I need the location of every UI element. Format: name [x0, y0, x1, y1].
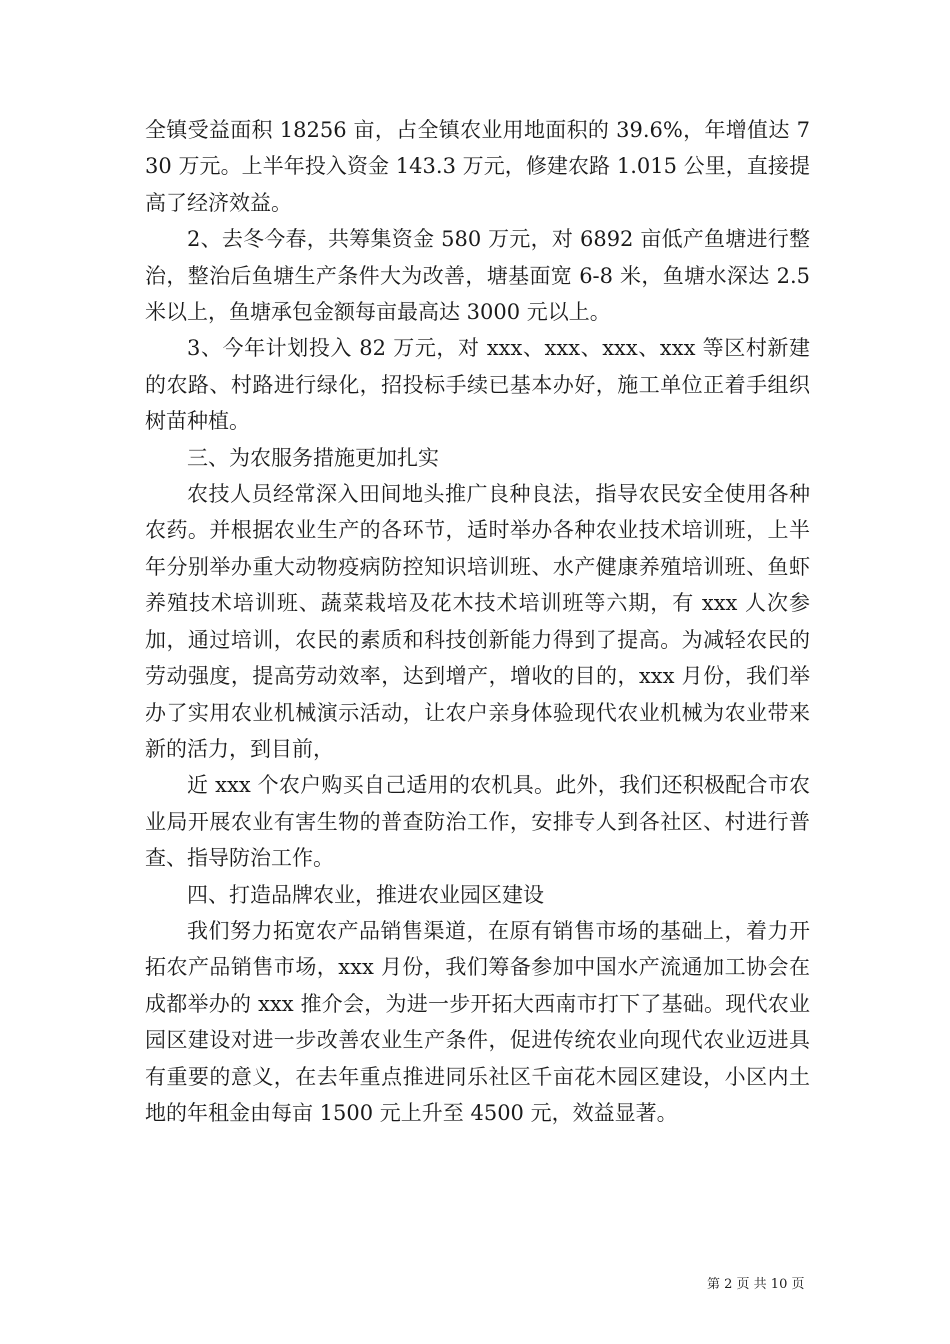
paragraph-4: 农技人员经常深入田间地头推广良种良法，指导农民安全使用各种农药。并根据农业生产的各环节，适时举办各种农业技术培训班，上半年分别举办重大动物疫病防控知识培训班、水产健康养殖培训班、鱼虾养殖技术培训班、蔬菜栽培及花木技术培训班等六期，有 xxx 人次参加，通过培训，农民的素质和科技创新能力得到了提高。为减轻农民的劳动强度，提高劳动效率，达到增产，增收的目的，xxx 月份，我们举办了实用农业机械演示活动，让农户亲身体验现代农业机械为农业带来新的活力，到目前，	[145, 482, 810, 761]
paragraph-6: 我们努力拓宽农产品销售渠道，在原有销售市场的基础上，着力开拓农产品销售市场，xxx 月份，我们筹备参加中国水产流通加工协会在成都举办的 xxx 推介会，为进一步开拓大西南市打下了基础。现代农业园区建设对进一步改善农业生产条件，促进传统农业向现代农业迈进具有重要的意义，在去年重点推进同乐社区千亩花木园区建设，小区内土地的年租金由每亩 1500 元上升至 4500 元，效益显著。	[145, 918, 810, 1125]
document-body	[145, 112, 810, 1131]
page-number: 第 2 页 共 10 页	[707, 1277, 805, 1292]
paragraph-1: 全镇受益面积 18256 亩，占全镇农业用地面积的 39.6%，年增值达 730 万元。上半年投入资金 143.3 万元，修建农路 1.015 公里，直接提高了经济效益。	[145, 118, 810, 215]
paragraph-3: 3、今年计划投入 82 万元，对 xxx、xxx、xxx、xxx 等区村新建的农路、村路进行绿化，招投标手续已基本办好，施工单位正着手组织树苗种植。	[145, 336, 810, 434]
paragraph-2: 2、去冬今春，共筹集资金 580 万元，对 6892 亩低产鱼塘进行整治，整治后鱼塘生产条件大为改善，塘基面宽 6-8 米，鱼塘水深达 2.5 米以上，鱼塘承包金额每亩最高达 3000 元以上。	[145, 227, 810, 325]
paragraph-5: 近 xxx 个农户购买自己适用的农机具。此外，我们还积极配合市农业局开展农业有害生物的普查防治工作，安排专人到各社区、村进行普查、指导防治工作。	[145, 773, 810, 871]
section-heading-3: 三、为农服务措施更加扎实	[187, 445, 439, 470]
section-heading-4: 四、打造品牌农业，推进农业园区建设	[187, 882, 544, 907]
